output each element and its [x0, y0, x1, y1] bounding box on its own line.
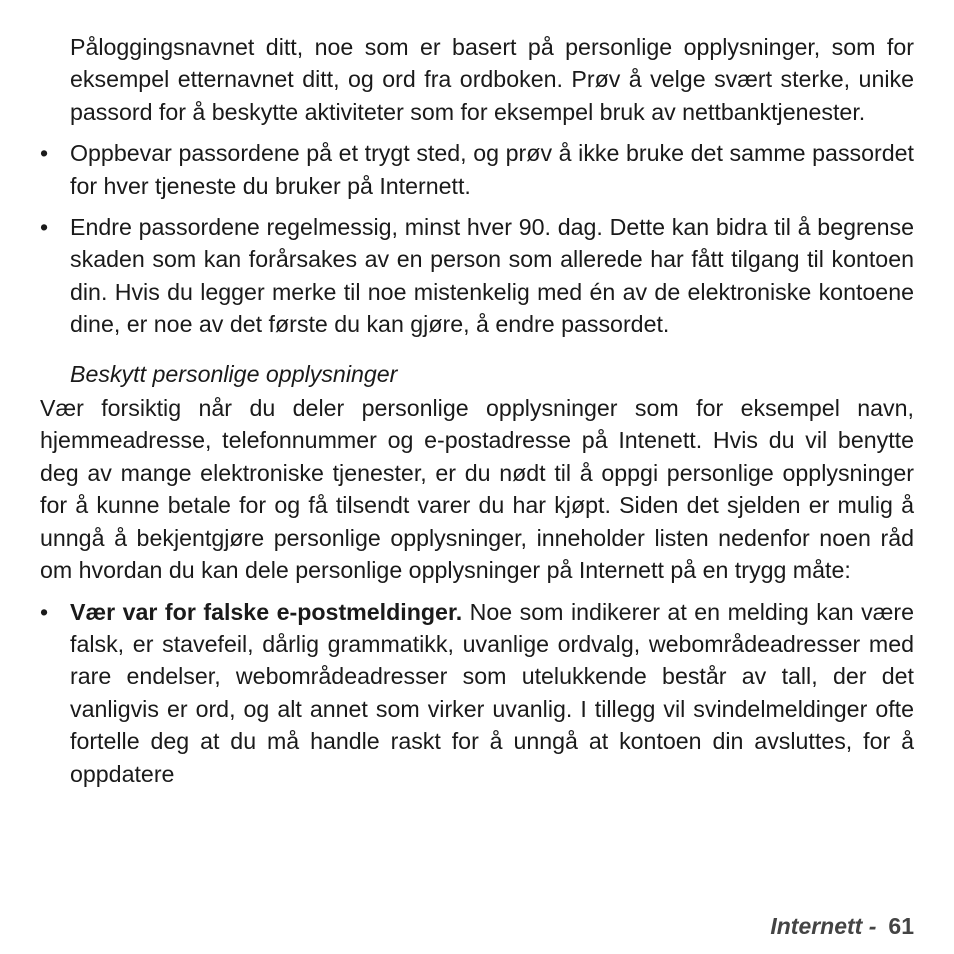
- page-content: [40, 31, 914, 790]
- bullet-bold-lead: Vær var for falske e-postmeldinger.: [70, 598, 463, 625]
- bullet-marker: •: [40, 598, 49, 625]
- intro-paragraph: Påloggingsnavnet ditt, noe som er basert på personlige opplysninger, som for eksempel etternavnet ditt, og ord fra ordboken. Prøv å velge svært sterke, unike passord for å beskytte aktiviteter som for eksempel bruk av nettbanktjenester.: [70, 34, 914, 125]
- section-subheading: Beskytt personlige opplysninger: [70, 360, 398, 387]
- page-footer: [770, 913, 914, 940]
- bullet-item: [40, 211, 914, 341]
- body-paragraph: Vær forsiktig når du deler personlige opplysninger som for eksempel navn, hjemmeadresse, telefonnummer og e-postadresse på Intenett. Hvis du vil benytte deg av mange elektroniske tjenester, er du nødt til å oppgi personlige opplysninger for å kunne betale for og få tilsendt varer du har kjøpt. Siden det sjelden er mulig å unngå å bekjentgjøre personlige opplysninger, inneholder listen nedenfor noen råd om hvordan du kan dele personlige opplysninger på Internett på en trygg måte:: [40, 395, 914, 584]
- bullet-marker: •: [40, 140, 49, 167]
- bullet-item: [40, 137, 914, 202]
- bullet-text: Endre passordene regelmessig, minst hver 90. dag. Dette kan bidra til å begrense skaden som kan forårsakes av en person som allerede har fått tilgang til kontoen din. Hvis du legger merke til noe mistenkelig med én av de elektroniske kontoene dine, er noe av det første du kan gjøre, å endre passordet.: [70, 214, 914, 338]
- footer-section-title: Internett -: [770, 913, 877, 939]
- bullet-text: Noe som indikerer at en melding kan være falsk, er stavefeil, dårlig grammatikk, uvanlige ordvalg, webområdeadresser med rare endelser, webområdeadresser som utelukkende består av tall, der det vanligvis er ord, og alt annet som virker uvanlig. I tillegg vil svindelmeldinger ofte fortelle deg at du må handle raskt for å unngå at kontoen din avsluttes, for å oppdatere: [70, 598, 914, 787]
- bullet-item: [40, 596, 914, 790]
- page-number: 61: [888, 913, 914, 939]
- bullet-text: Oppbevar passordene på et trygt sted, og prøv å ikke bruke det samme passordet for hver tjeneste du bruker på Internett.: [70, 140, 914, 199]
- bullet-marker: •: [40, 214, 49, 241]
